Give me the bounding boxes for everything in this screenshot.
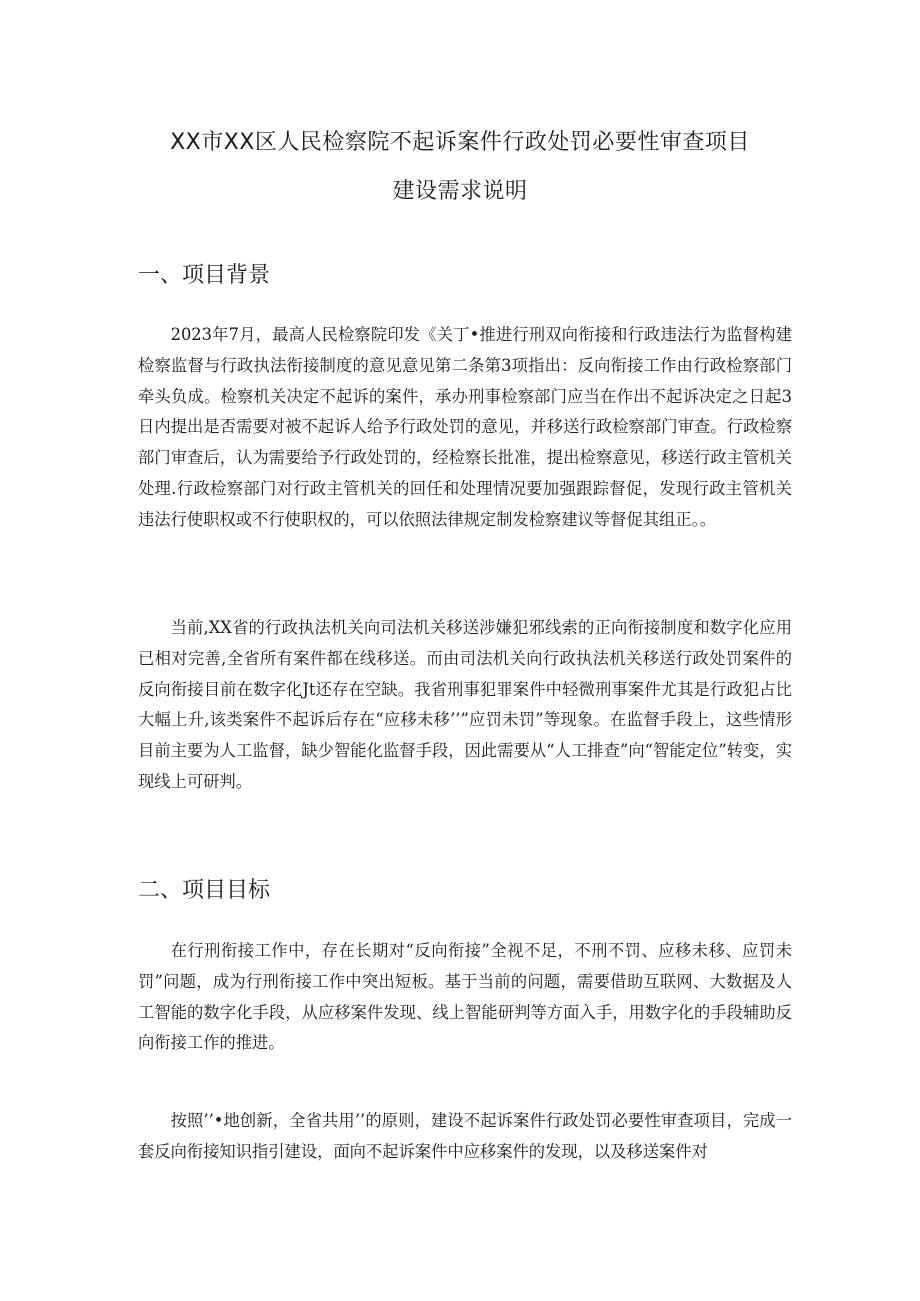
document-title-line-1: XX市XX区人民检察院不起诉案件行政处罚必要性审查项目 [170, 130, 750, 155]
paragraph: 按照’’•地创新，全省共用’’的原则，建设不起诉案件行政处罚必要性审查项目，完成一套反向衔接知识指引建设，面向不起诉案件中应移案件的发现，以及移送案件对 [138, 1111, 792, 1161]
section-heading-goals: 二、项目目标 [138, 878, 271, 903]
section-heading-background: 一、项目背景 [138, 263, 271, 288]
paragraph: 当前,XX省的行政执法机关向司法机关移送涉嫌犯邪线索的正向衔接制度和数字化应用已相对完善,全省所有案件都在线移送。而由司法机关向行政执法机关移送行政处罚案件的反向衔接目前在数字化Jt还存在空缺。我省刑事犯罪案件中轻微刑事案件尤其是行政犯占比大幅上升,该类案件不起诉后存在“应移未移’’”应罚未罚”等现象。在监督手段上，这些情形目前主要为人工监督，缺少智能化监督手段，因此需要从“人工排查”向“智能定位”转变，实现线上可研判。 [138, 618, 792, 791]
document-title-line-2: 建设需求说明 [392, 179, 528, 204]
paragraph: 在行刑衔接工作中，存在长期对“反向衔接”全视不足，不刑不罚、应移未移、应罚未罚”问题，成为行刑衔接工作中突出短板。基于当前的问题，需要借助互联网、大数据及人工智能的数字化手段，从应移案件发现、线上智能研判等方面入手，用数字化的手段辅助反向衔接工作的推进。 [138, 941, 792, 1053]
paragraph: 2023年7月，最高人民检察院印发《关丁•推进行刑双向衔接和行政违法行为监督构建检察监督与行政执法衔接制度的意见意见第二条第3项指出：反向衔接工作由行政检察部门牵头负成。检察机关决定不起诉的案件，承办刑事检察部门应当在作出不起诉决定之日起3日内提出是否需要对被不起诉人给予行政处罚的意见，并移送行政检察部门审查。行政检察部门审查后，认为需要给予行政处罚的，经检察长批准，提出检察意见，移送行政主管机关处理.行政检察部门对行政主管机关的回任和处理情况要加强跟踪督促，发现行政主管机关违法行使职权或不行使职权的，可以依照法律规定制发检察建议等督促其组正。。 [138, 325, 792, 529]
